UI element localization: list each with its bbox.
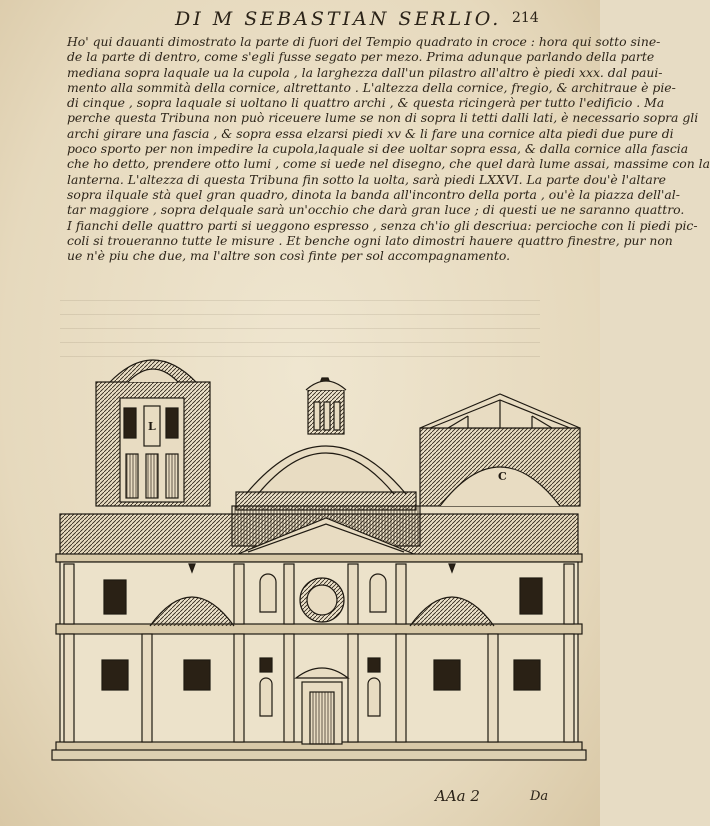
right-roof-truss [420, 394, 580, 506]
running-head: DI M SEBASTIAN SERLIO. [175, 8, 502, 30]
text-line: coli si troueranno tutte le misure . Et benche ogni lato dimostri hauere quattro finestre, pur non [67, 232, 673, 248]
text-line: che ho detto, prendere otto lumi , come si uede nel disegno, che quel darà lume assai, massime con la [67, 156, 710, 172]
body-text [67, 34, 710, 264]
show-through-text [60, 300, 540, 360]
text-line: Ho' qui dauanti dimostrato la parte di fuori del Tempio quadrato in croce : hora qui sotto sine- [67, 34, 661, 49]
ground-plinth [52, 750, 586, 760]
text-line: I fianchi delle quattro parti si ueggono espresso , senza ch'io gli descriua: percioche con li piedi pic- [67, 217, 698, 233]
page-number: 214 [512, 10, 539, 26]
text-line: di cinque , sopra laquale si uoltano li quattro archi , & questa ricingerà per tutto l'edificio . Ma [67, 95, 665, 111]
text-line: tar maggiore , sopra delquale sarà un'occhio che darà gran luce ; di questi ue ne saranno quattro. [67, 202, 685, 218]
page-header [0, 6, 600, 36]
text-line: poco sporto per non impedire la cupola,laquale si dee uoltar sopra essa, & dalla cornice alla fascia [67, 141, 689, 157]
figure-label-L: L [148, 420, 156, 433]
text-line: mediana sopra laquale ua la cupola , la larghezza dall'un pilastro all'altro è piedi xxx. dal paui- [67, 64, 663, 80]
text-line: ue n'è piu che due, ma l'altre son così finte per sol accompagnamento. [67, 248, 511, 264]
signature-mark: AAa 2 [435, 787, 480, 805]
figure-label-C: C [498, 470, 507, 483]
left-tower [96, 360, 210, 506]
text-line: sopra ilquale stà quel gran quadro, dinota la banda all'incontro della porta , ou'è la piazza dell'al- [67, 186, 680, 202]
temple-section-woodcut [48, 368, 588, 768]
text-line: lanterna. L'altezza di questa Tribuna fin sotto la uolta, sarà piedi LXXVI. La parte dou'è l'altare [67, 171, 666, 187]
text-line: mento alla sommità della cornice, altrettanto . L'altezza della cornice, fregio, & architraue è pie- [67, 79, 676, 95]
text-line: de la parte di dentro, come s'egli fusse segato per mezo. Prima adunque parlando della parte [67, 49, 655, 65]
text-line: archi girare una fascia , & sopra essa elzarsi piedi xv & li fare una cornice alta piedi due pure di [67, 125, 674, 141]
catchword: Da [530, 789, 549, 804]
text-line: perche questa Tribuna non può riceuere lume se non di sopra li tetti dalli lati, è necessario sopra gli [67, 110, 699, 126]
